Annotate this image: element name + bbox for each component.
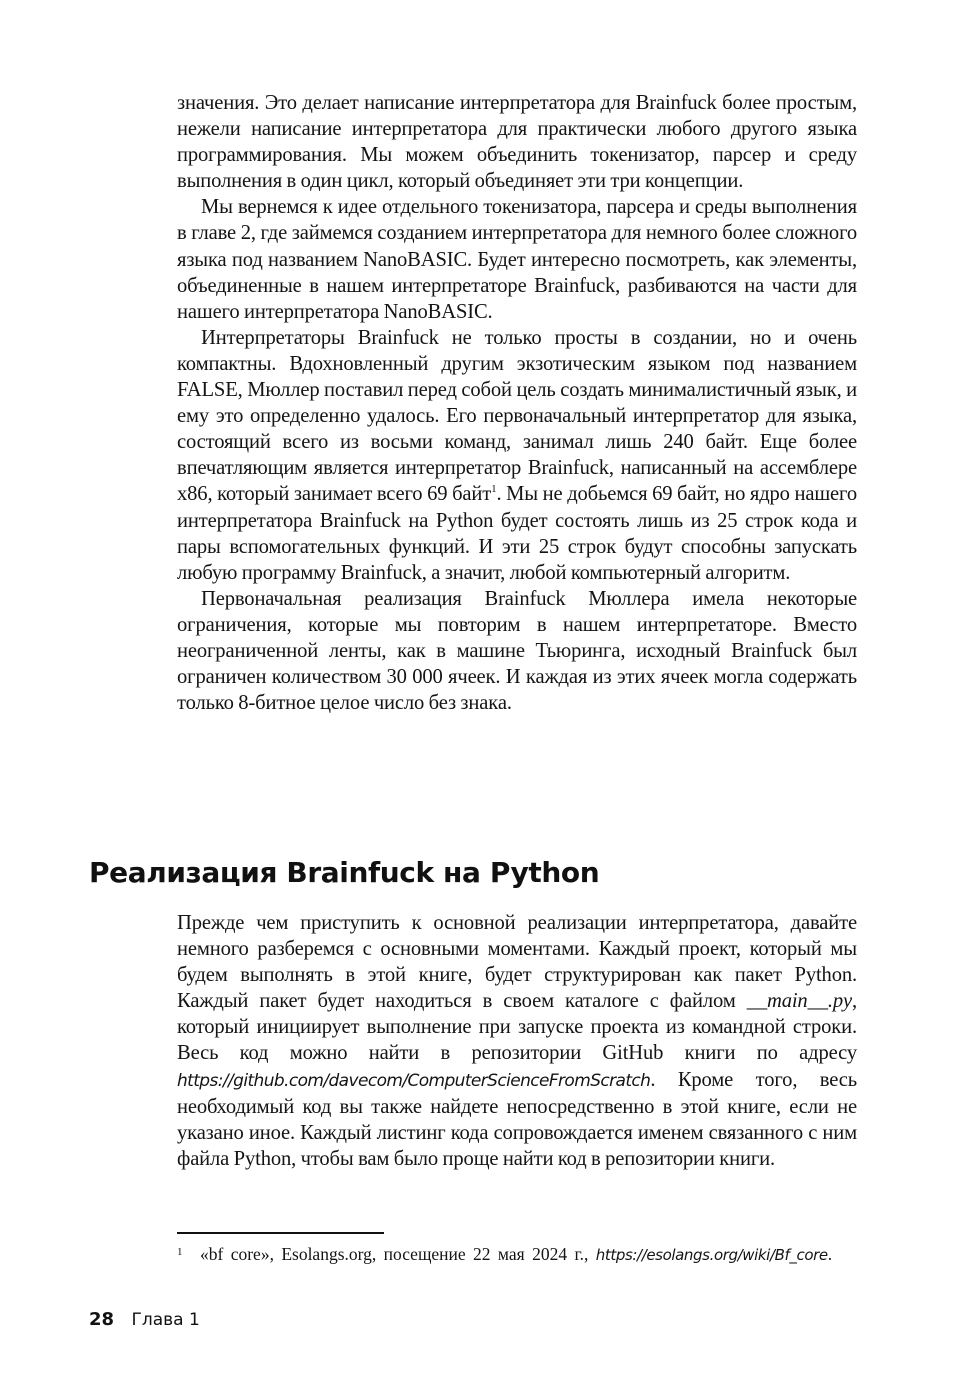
footnote-end: . [827,1244,833,1264]
paragraph-continuation: значения. Это делает написание интерпретатора для Brainfuck более простым, нежели написание интерпретатора для практически любого другого языка программирования. Мы можем объединить токенизатор, парсер и среду выполнения в один цикл, который объединяет эти три концепции. [177,92,857,193]
filename-main-py: __main__.py [746,990,852,1013]
section-heading: Реализация Brainfuck на Python [89,856,600,889]
github-repo-link[interactable]: https://github.com/davecom/ComputerScienceFromScratch [177,1070,651,1091]
footnote [177,1243,857,1266]
footnote-url-link[interactable]: https://esolangs.org/wiki/Bf_core [595,1246,828,1264]
paragraph-limitations: Первоначальная реализация Brainfuck Мюллера имела некоторые ограничения, которые мы повторим в нашем интерпретаторе. Вместо неограниченной ленты, как в машине Тьюринга, исходный Brainfuck был ограничен количеством 30 000 ячеек. И каждая из этих ячеек могла содержать только 8-битное целое число без знака. [177,587,857,715]
footnote-reference[interactable]: 1 [491,483,497,496]
footnote-number: 1 [177,1246,183,1258]
paragraph-text: . Кроме того, весь необходимый код вы также найдете непосредственно в этой книге, если не указано иное. Каждый листинг кода сопровождается именем связанного с ним файла Python, чтобы вам было проще найти код в репозитории книги. [177,1068,857,1170]
footnote-citation: «bf core», Esolangs.org, посещение 22 мая 2024 г., [200,1244,596,1264]
page-number: 28 [89,1309,115,1330]
paragraph-text: . Мы не добьемся 69 байт, но ядро нашего интерпретатора Brainfuck на Python будет состоять лишь из 25 строк кода и пары вспомогательных функций. И эти 25 строк будут способны запускать любую программу Brainfuck, а значит, любой компьютерный алгоритм. [177,483,857,584]
footnote-divider [177,1232,384,1234]
body-text-block-top [177,90,857,716]
paragraph-text: Интерпретаторы Brainfuck не только просты в создании, но и очень компактны. Вдохновленный другим экзотическим языком под названием FALSE, Мюллер поставил перед собой цель создать минималистичный язык, и ему это определенно удалось. Его первоначальный интерпретатор для языка, состоящий всего из восьми команд, занимал лишь 240 байт. Еще более впечатляющим является интерпретатор Brainfuck, написанный на ассемблере x86, который занимает всего 69 байт [177,326,857,506]
paragraph-text: Прежде чем приступить к основной реализации интерпретатора, давайте немного разберемся с основными моментами. Каждый проект, который мы будем выполнять в этой книге, будет структурирован как пакет Python. Каждый пакет будет находиться в своем каталоге с файлом [177,912,857,1013]
body-text-block-bottom [177,910,857,1172]
chapter-label: Глава 1 [131,1310,200,1330]
paragraph-nanobasic: Мы вернемся к идее отдельного токенизатора, парсера и среды выполнения в главе 2, где займемся созданием интерпретатора для немного более сложного языка под названием NanoBASIC. Будет интересно посмотреть, как элементы, объединенные в нашем интерпретаторе Brainfuck, разбиваются на части для нашего интерпретатора NanoBASIC. [177,196,857,323]
paragraph-compactness [177,325,857,586]
page-footer [89,1309,200,1330]
paragraph-text: , который инициирует выполнение при запуске проекта из командной строки. Весь код можно найти в репозитории GitHub книги по адресу [177,990,857,1065]
footnote-text [200,1243,857,1266]
paragraph-project-structure [177,910,857,1172]
